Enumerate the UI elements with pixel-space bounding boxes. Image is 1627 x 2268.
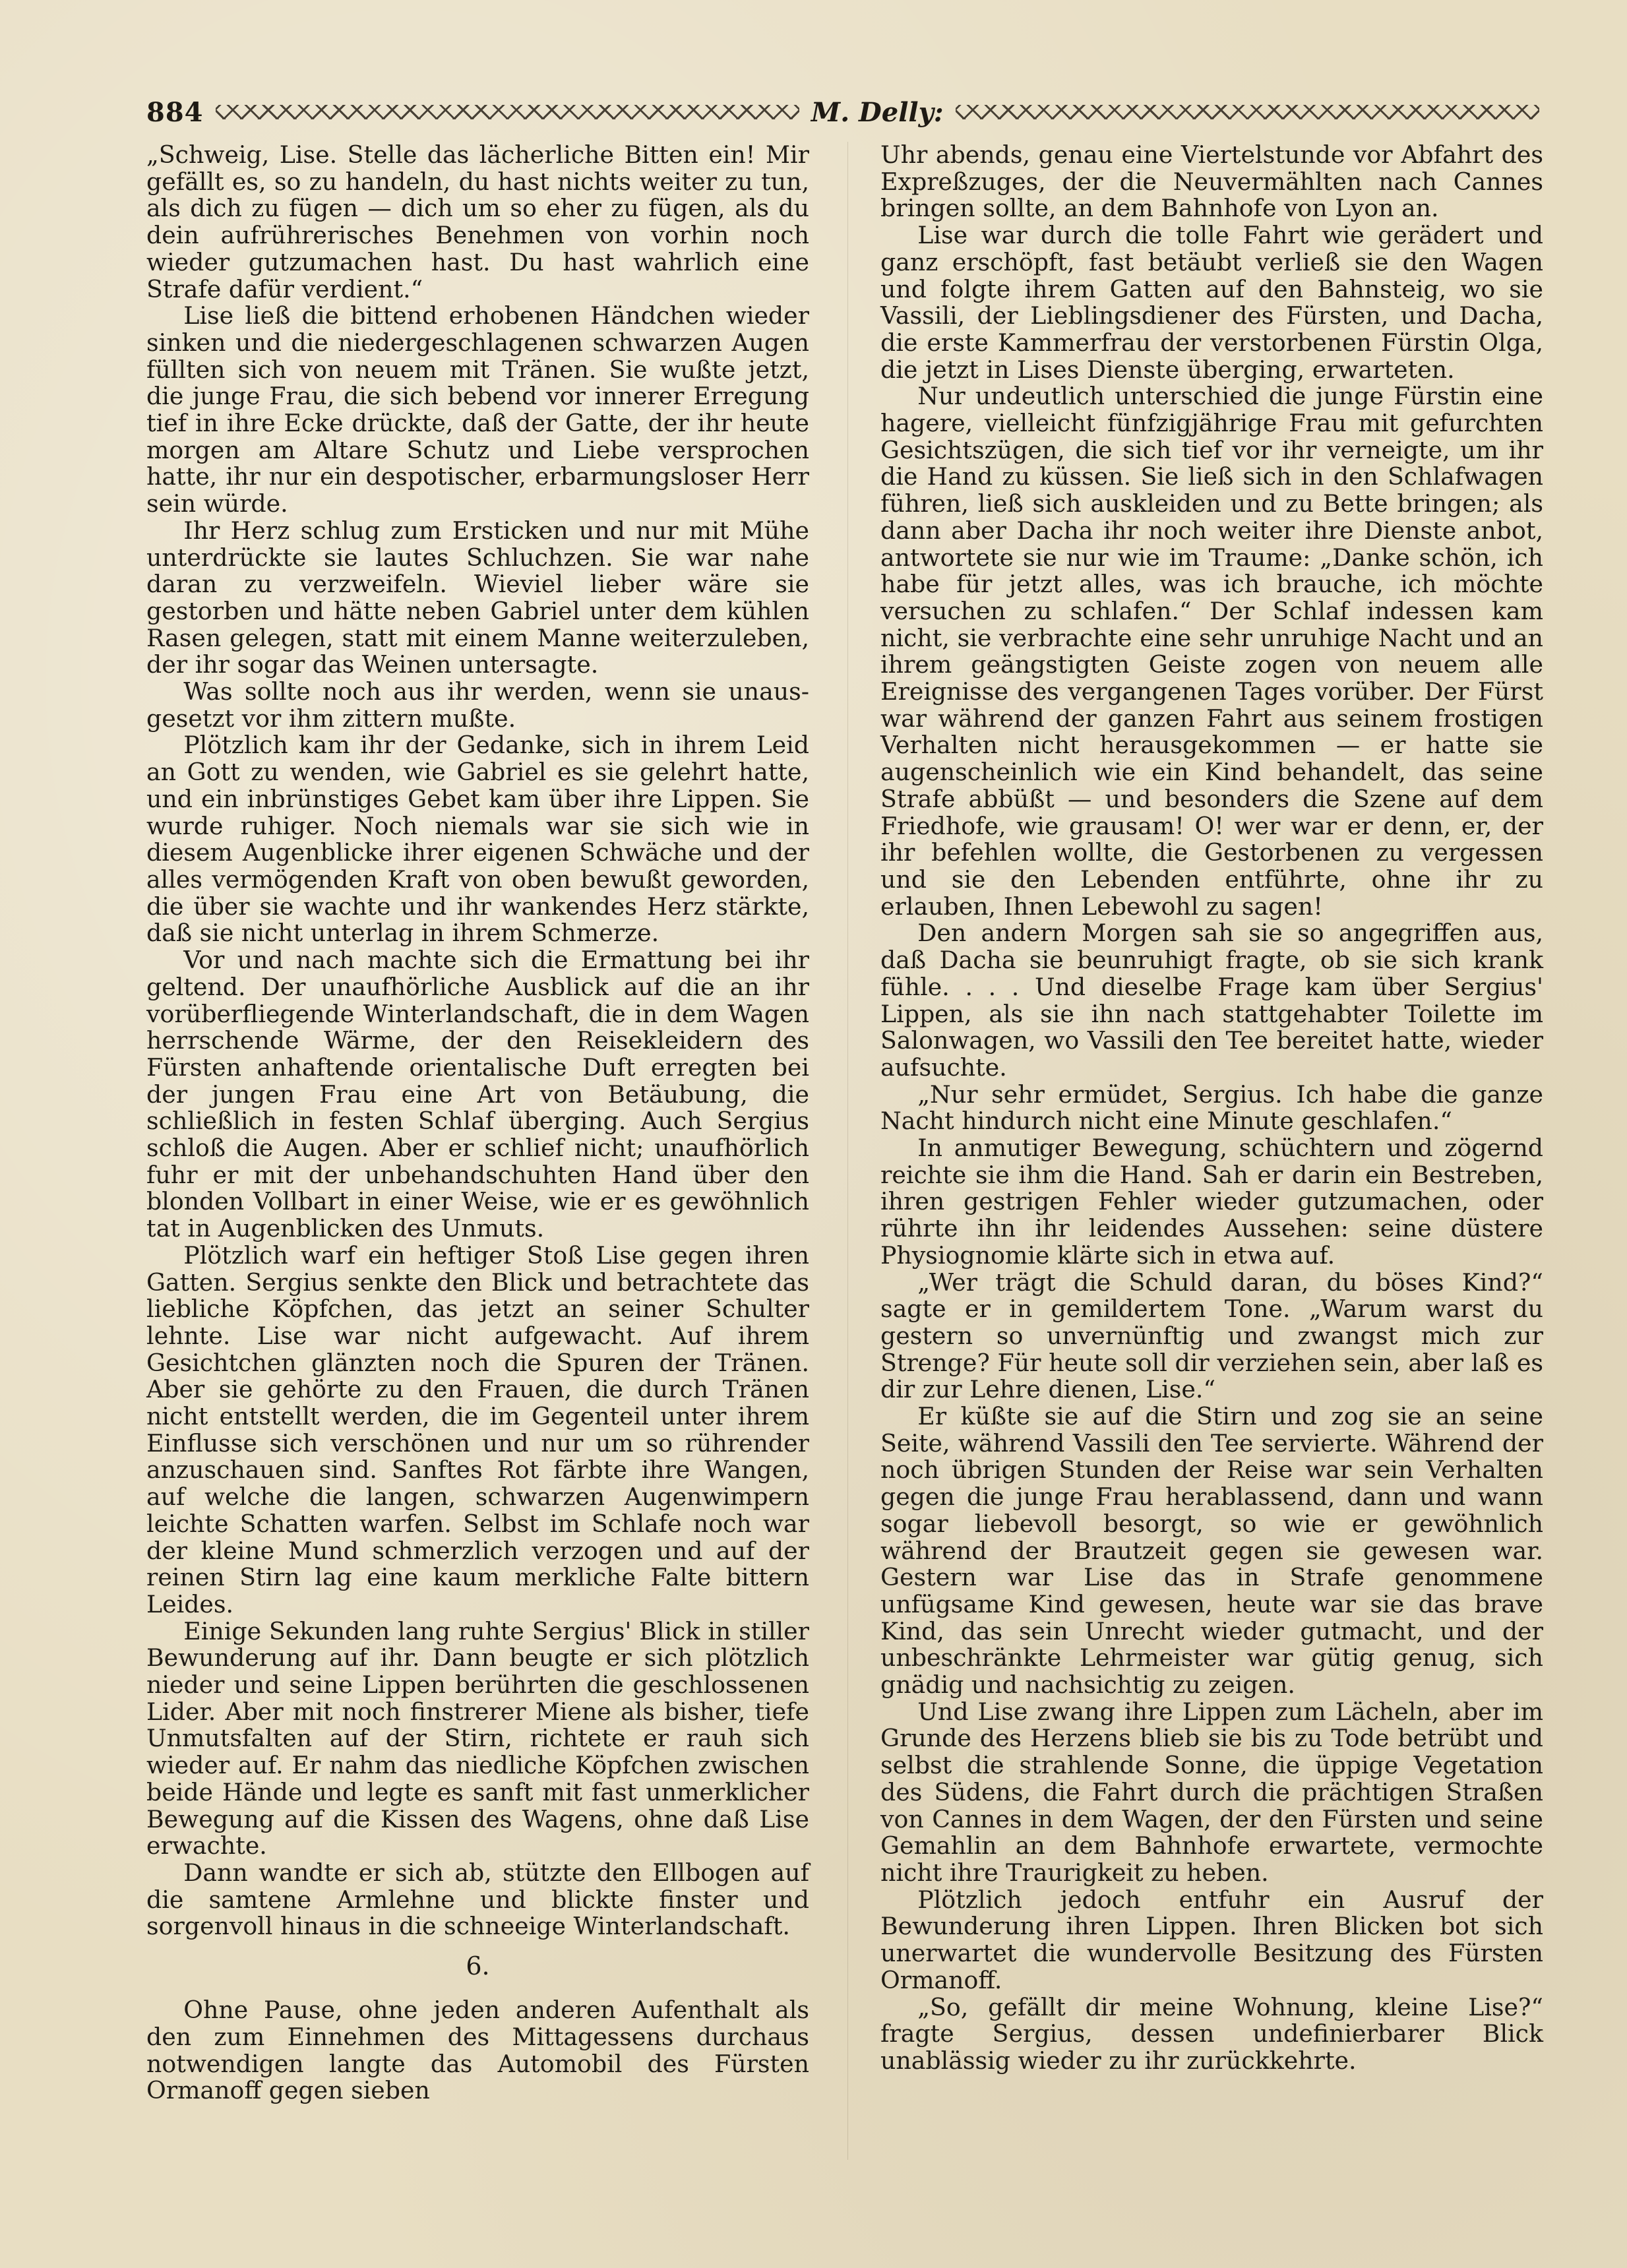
paragraph: Einige Sekunden lang ruhte Sergius' Blick in stiller Bewunderung auf ihr. Dann beugte er sich plötzlich nieder und seine Lippen berührten die geschlossenen Lider. Aber mit noch finstrerer Miene als bisher, tiefe Unmutsfalten auf der Stirn, richtete er rauh sich wieder auf. Er nahm das niedliche Köpfchen zwischen beide Hände und legte es sanft mit fast unmerklicher Bewegung auf die Kissen des Wagens, ohne daß Lise erwachte. xyxy=(146,1616,809,1860)
paragraph: „Schweig, Lise. Stelle das lächerliche Bitten ein! Mir gefällt es, so zu handeln, du hast nichts weiter zu tun, als dich zu fügen — dich um so eher zu fügen, als du dein aufrührerisches Benehmen von vorhin noch wieder gutzumachen hast. Du hast wahrlich eine Strafe dafür verdient.“ xyxy=(146,140,809,303)
paragraph: Und Lise zwang ihre Lippen zum Lächeln, aber im Grunde des Herzens blieb sie bis zu Tode betrübt und selbst die strahlende Sonne, die üppige Vegetation des Südens, die Fahrt durch die prächtigen Straßen von Cannes in dem Wagen, der den Fürsten und seine Gemahlin an dem Bahnhofe erwartete, vermochte nicht ihre Traurigkeit zu heben. xyxy=(880,1697,1543,1887)
paragraph: „So, gefällt dir meine Wohnung, kleine Lise?“ fragte Sergius, dessen undefinierbarer Blick unablässig wieder zu ihr zurückkehrte. xyxy=(880,1992,1543,2075)
ornament-rule-left xyxy=(216,105,799,119)
column-gutter xyxy=(847,142,848,2160)
left-column xyxy=(146,142,809,2104)
paragraph: „Nur sehr ermüdet, Sergius. Ich habe die ganze Nacht hindurch nicht eine Minute geschlafen.“ xyxy=(880,1080,1543,1136)
paragraph: Plötzlich warf ein heftiger Stoß Lise gegen ihren Gatten. Sergius senkte den Blick und betrachtete das liebliche Köpfchen, das jetzt an seiner Schulter lehnte. Lise war nicht aufgewacht. Auf ihrem Gesichtchen glänzten noch die Spuren der Tränen. Aber sie gehörte zu den Frauen, die durch Tränen nicht entstellt werden, die im Gegenteil unter ihrem Einflusse sich verschönen und nur um so rührender anzuschauen sind. Sanftes Rot färbte ihre Wangen, auf welche die langen, schwarzen Augenwimpern leichte Schatten warfen. Selbst im Schlafe noch war der kleine Mund schmerzlich verzogen und auf der reinen Stirn lag eine kaum merkliche Falte bittern Leides. xyxy=(146,1241,809,1618)
paragraph: Lise war durch die tolle Fahrt wie gerädert und ganz erschöpft, fast betäubt verließ sie den Wagen und folgte ihrem Gatten auf den Bahnsteig, wo sie Vassili, der Lieblingsdiener des Fürsten, und Dacha, die erste Kammerfrau der verstorbenen Fürstin Olga, die jetzt in Lises Dienste überging, erwarteten. xyxy=(880,221,1543,384)
paragraph: Dann wandte er sich ab, stützte den Ellbogen auf die samtene Armlehne und blickte finster und sorgenvoll hinaus in die schneeige Winterlandschaft. xyxy=(146,1858,809,1941)
paragraph: Ihr Herz schlug zum Ersticken und nur mit Mühe unterdrückte sie lautes Schluchzen. Sie war nahe daran zu verzweifeln. Wieviel lieber wäre sie gestorben und hätte neben Gabriel unter dem kühlen Rasen gelegen, statt mit einem Manne weiterzuleben, der ihr sogar das Weinen untersagte. xyxy=(146,516,809,679)
section-number: 6. xyxy=(466,1951,490,1981)
paragraph: Lise ließ die bittend erhobenen Händchen wieder sinken und die niedergeschlagenen schwarzen Augen füllten sich von neuem mit Tränen. Sie wußte jetzt, die junge Frau, die sich bebend vor innerer Erregung tief in ihre Ecke drückte, daß der Gatte, der ihr heute morgen am Altare Schutz und Liebe versprochen hatte, ihr nur ein despotischer, erbarmungsloser Herr sein würde. xyxy=(146,301,809,518)
paragraph: Plötzlich kam ihr der Gedanke, sich in ihrem Leid an Gott zu wenden, wie Gabriel es sie gelehrt hatte, und ein inbrünstiges Gebet kam über ihre Lippen. Sie wurde ruhiger. Noch niemals war sie sich wie in diesem Augenblicke ihrer eigenen Schwäche und der alles vermögenden Kraft von oben bewußt geworden, die über sie wachte und ihr wankendes Herz stärkte, daß sie nicht unterlag in ihrem Schmerze. xyxy=(146,731,809,948)
paragraph: Er küßte sie auf die Stirn und zog sie an seine Seite, während Vassili den Tee servierte. Während der noch übrigen Stunden der Reise war sein Verhalten gegen die junge Frau herablassend, dann und wann sogar liebevoll besorgt, so wie er gewöhnlich während der Brautzeit gegen sie gewesen war. Gestern war Lise das in Strafe genommene unfügsame Kind gewesen, heute war sie das brave Kind, das sein Unrecht wieder gutmacht, und der unbeschränkte Lehrmeister war gütig genug, sich gnädig und nachsichtig zu zeigen. xyxy=(880,1402,1543,1700)
running-head-author: M. Delly: xyxy=(811,96,944,128)
paragraph: Den andern Morgen sah sie so angegriffen aus, daß Dacha sie beunruhigt fragte, ob sie sich krank fühle. . . . Und dieselbe Frage kam über Sergius' Lippen, als sie ihn nach stattgehabter Toilette im Salonwagen, wo Vassili den Tee bereitet hatte, wieder aufsuchte. xyxy=(880,919,1543,1082)
page-number: 884 xyxy=(146,96,204,128)
paragraph: Was sollte noch aus ihr werden, wenn sie unausgesetzt vor ihm zittern mußte. xyxy=(146,677,809,733)
right-column xyxy=(880,142,1543,2075)
paragraph: „Wer trägt die Schuld daran, du böses Kind?“ sagte er in gemildertem Tone. „Warum warst du gestern so unvernünftig und zwangst mich zur Strenge? Für heute soll dir verziehen sein, aber laß es dir zur Lehre dienen, Lise.“ xyxy=(880,1268,1543,1404)
paragraph: Plötzlich jedoch entfuhr ein Ausruf der Bewunderung ihren Lippen. Ihren Blicken bot sich unerwartet die wundervolle Besitzung des Fürsten Ormanoff. xyxy=(880,1885,1543,1994)
paragraph: Nur undeutlich unterschied die junge Fürstin eine hagere, vielleicht fünfzigjährige Frau mit gefurchten Gesichtszügen, die sich tief vor ihr verneigte, um ihr die Hand zu küssen. Sie ließ sich in den Schlafwagen führen, ließ sich auskleiden und zu Bette bringen; als dann aber Dacha ihr noch weiter ihre Dienste anbot, antwortete sie nur wie im Traume: „Danke schön, ich habe für jetzt alles, was ich brauche, ich möchte versuchen zu schlafen.“ Der Schlaf indessen kam nicht, sie verbrachte eine sehr unruhige Nacht und an ihrem geängstigten Geiste zogen von neuem alle Ereignisse des vergangenen Tages vorüber. Der Fürst war während der ganzen Fahrt aus seinem frostigen Verhalten nicht herausgekommen — er hatte sie augenscheinlich wie ein Kind behandelt, das seine Strafe abbüßt — und besonders die Szene auf dem Friedhofe, wie grausam! O! wer war er denn, er, der ihr befehlen wollte, die Gestorbenen zu vergessen und sie den Lebenden entführte, ohne ihr zu erlauben, Ihnen Lebewohl zu sagen! xyxy=(880,382,1543,921)
paragraph: Vor und nach machte sich die Ermattung bei ihr geltend. Der unaufhörliche Ausblick auf die an ihr vorüberfliegende Winterlandschaft, die in dem Wagen herrschende Wärme, der den Reisekleidern des Fürsten anhaftende orientalische Duft erregten bei der jungen Frau eine Art von Betäubung, die schließlich in festen Schlaf überging. Auch Sergius schloß die Augen. Aber er schlief nicht; unaufhörlich fuhr er mit der unbehandschuhten Hand über den blonden Vollbart in einer Weise, wie er es gewöhnlich tat in Augenblicken des Unmuts. xyxy=(146,946,809,1243)
ornament-rule-right xyxy=(956,105,1539,119)
paragraph: Ohne Pause, ohne jeden anderen Aufenthalt als den zum Einnehmen des Mittagessens durchaus notwendigen langte das Automobil des Fürsten Ormanoff gegen sieben xyxy=(146,1996,809,2105)
paragraph: Uhr abends, genau eine Viertelstunde vor Abfahrt des Expreßzuges, der die Neuvermählten nach Cannes bringen sollte, an dem Bahnhofe von Lyon an. xyxy=(880,140,1543,223)
paragraph: In anmutiger Bewegung, schüchtern und zögernd reichte sie ihm die Hand. Sah er darin ein Bestreben, ihren gestrigen Fehler wieder gutzumachen, oder rührte ihn ihr leidendes Aussehen: seine düstere Physiognomie klärte sich in etwa auf. xyxy=(880,1134,1543,1270)
page-header xyxy=(146,92,1551,132)
